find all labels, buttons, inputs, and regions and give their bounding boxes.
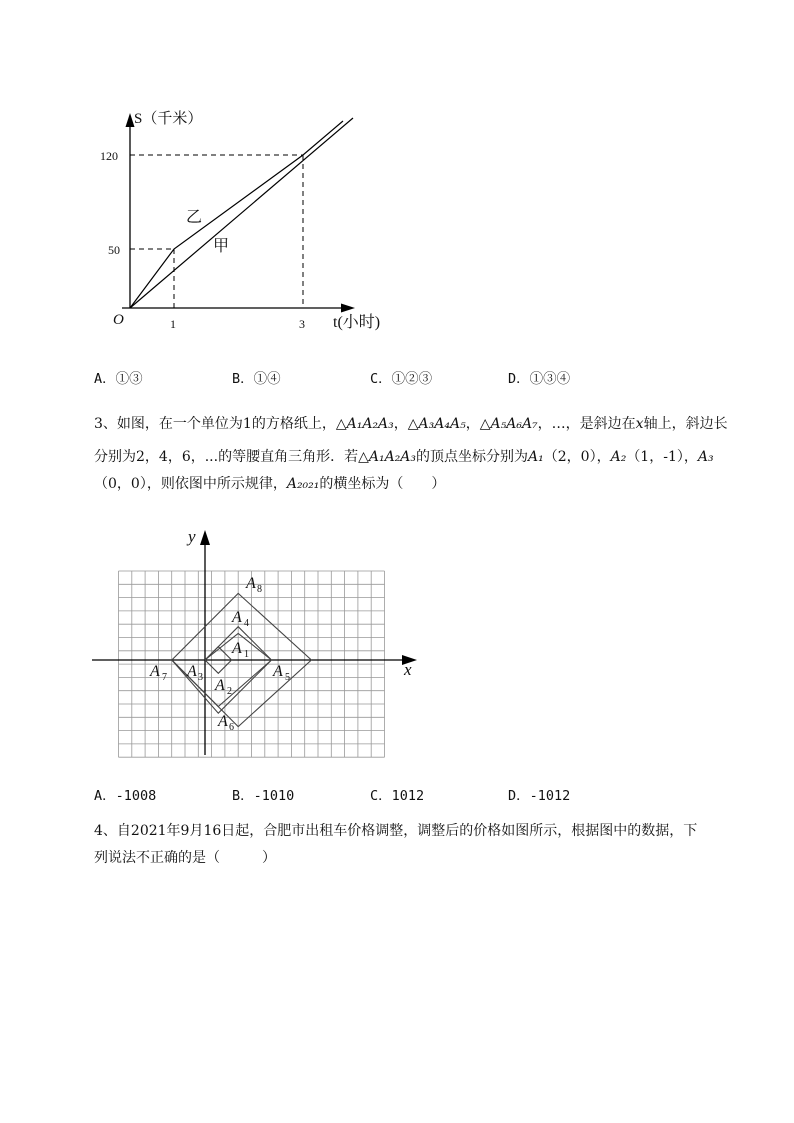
origin-label: O — [113, 312, 124, 328]
svg-text:A: A — [187, 663, 197, 680]
label-a8 — [245, 575, 262, 595]
q3-line-1: 3、如图，在一个单位为1的方格纸上，△A₁A₂A₃，△A₃A₄A₅，△A₅A₆A₇，…，是斜边在x轴上，斜边长 — [94, 416, 728, 432]
q3-option-b[interactable]: B．-1010 — [232, 788, 295, 804]
series-yi-line — [130, 121, 343, 308]
label-a1 — [231, 640, 249, 660]
q4-text — [94, 818, 744, 872]
q4-line-2: 列说法不正确的是（ ） — [94, 850, 276, 866]
grid-y-label: y — [188, 527, 196, 546]
series-jia-label: 甲 — [213, 238, 230, 255]
label-a6 — [217, 713, 234, 733]
svg-text:A: A — [232, 609, 242, 626]
grid-x-label: x — [404, 660, 412, 679]
svg-text:A: A — [273, 663, 283, 680]
series-jia-line — [130, 118, 353, 308]
label-a4 — [231, 609, 249, 629]
q2-option-c[interactable]: C．①②③ — [370, 371, 433, 387]
svg-text:4: 4 — [244, 618, 249, 629]
label-a2 — [214, 677, 232, 697]
svg-text:1: 1 — [244, 649, 249, 660]
svg-text:A: A — [215, 677, 225, 694]
q2-option-d[interactable]: D．①③④ — [508, 371, 571, 387]
y-tick-120: 120 — [100, 149, 118, 163]
svg-text:3: 3 — [198, 672, 203, 683]
svg-text:A: A — [150, 663, 160, 680]
grid-triangle-figure — [80, 520, 430, 765]
q2-option-a[interactable]: A．①③ — [94, 371, 143, 387]
svg-text:A: A — [232, 640, 242, 657]
svg-text:2: 2 — [227, 686, 232, 697]
svg-text:8: 8 — [257, 584, 262, 595]
distance-time-graph — [0, 0, 794, 340]
q4-line-1: 4、自2021年9月16日起，合肥市出租车价格调整，调整后的价格如图所示，根据图中的数据，下 — [94, 823, 698, 839]
q3-option-d[interactable]: D．-1012 — [508, 788, 571, 804]
svg-text:5: 5 — [285, 672, 290, 683]
svg-text:7: 7 — [162, 672, 167, 683]
y-axis-label: S（千米） — [134, 111, 203, 127]
svg-text:A: A — [218, 713, 228, 730]
q3-option-a[interactable]: A．-1008 — [94, 788, 157, 804]
svg-text:6: 6 — [229, 722, 234, 733]
label-a5 — [272, 663, 290, 683]
series-yi-label: 乙 — [186, 209, 203, 226]
q3-text — [94, 411, 744, 498]
x-tick-3: 3 — [299, 317, 305, 331]
x-axis-label: t(小时) — [333, 314, 381, 331]
y-tick-50: 50 — [108, 243, 120, 257]
q2-option-b[interactable]: B．①④ — [232, 371, 281, 387]
grid-y-axis-arrow — [200, 530, 210, 545]
q3-line-3: （0，0），则依图中所示规律，A₂₀₂₁的横坐标为（ ） — [94, 476, 446, 492]
x-axis-arrow — [341, 304, 355, 313]
svg-text:A: A — [246, 575, 256, 592]
q3-line-2: 分别为2，4，6，...的等腰直角三角形．若△A₁A₂A₃的顶点坐标分别为A₁（2，0），A₂（1，-1），A₃ — [94, 449, 714, 465]
label-a3 — [186, 663, 203, 683]
x-tick-1: 1 — [170, 317, 176, 331]
q3-option-c[interactable]: C．1012 — [370, 788, 425, 804]
